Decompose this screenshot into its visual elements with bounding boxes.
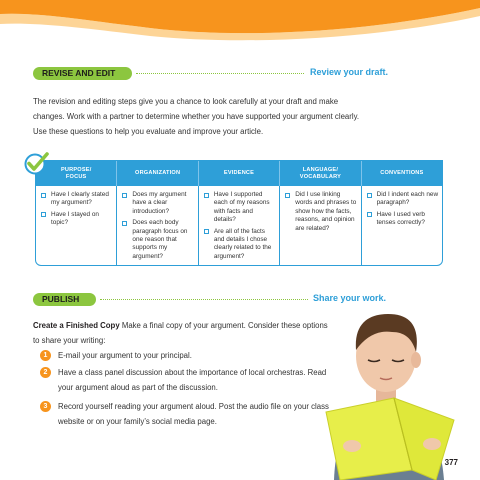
student-reading-photo <box>312 280 460 480</box>
finished-copy-text: Make a final copy of your argument. Consider these options to share your writing: <box>33 321 328 345</box>
publish-divider <box>100 299 308 300</box>
checklist-item-text: Have I clearly stated my argument? <box>51 191 109 207</box>
checkbox[interactable] <box>41 193 46 198</box>
step-number-badge: 3 <box>40 401 51 412</box>
publish-option-text: E-mail your argument to your principal. <box>58 351 192 360</box>
checkbox[interactable] <box>122 221 127 226</box>
checklist-item <box>367 211 439 228</box>
checklist-item <box>41 191 113 208</box>
publish-option <box>41 348 341 363</box>
header-language-vocabulary: LANGUAGE/ VOCABULARY <box>279 161 360 186</box>
checklist-item-text: Have I supported each of my reasons with facts and details? <box>213 191 270 224</box>
column-conventions <box>361 186 442 265</box>
revise-divider <box>136 73 304 74</box>
checkbox[interactable] <box>367 212 372 217</box>
checklist-item <box>204 228 276 262</box>
step-number-badge: 2 <box>40 367 51 378</box>
publish-section-label: PUBLISH <box>33 293 96 306</box>
page-number: 377 <box>444 458 458 467</box>
publish-option <box>41 399 341 429</box>
header-evidence: EVIDENCE <box>198 161 279 186</box>
checklist-item <box>41 211 113 228</box>
checkbox[interactable] <box>285 193 290 198</box>
publish-option <box>41 365 341 395</box>
column-evidence <box>198 186 279 265</box>
checklist-item <box>285 191 357 233</box>
finished-copy-paragraph <box>33 318 333 348</box>
header-purpose-focus: PURPOSE/ FOCUS <box>60 166 92 180</box>
step-number-badge: 1 <box>40 350 51 361</box>
checkbox[interactable] <box>204 229 209 234</box>
publish-option-text: Have a class panel discussion about the importance of local orchestras. Read your argument aloud as part of the discussion. <box>58 368 327 392</box>
checklist-item-text: Does each body paragraph focus on one reason that supports my argument? <box>132 219 188 260</box>
checkbox[interactable] <box>204 193 209 198</box>
finished-copy-lead: Create a Finished Copy <box>33 321 120 330</box>
checklist-item-text: Did I indent each new paragraph? <box>376 191 439 207</box>
header-conventions: CONVENTIONS <box>361 161 442 186</box>
checkbox[interactable] <box>41 212 46 217</box>
checkmark-icon <box>23 151 49 175</box>
checklist-item-text: Did I use linking words and phrases to show how the facts, reasons, and opinion are related? <box>295 191 357 232</box>
revise-tagline: Review your draft. <box>310 67 389 77</box>
revise-intro-paragraph: The revision and editing steps give you a chance to look carefully at your draft and make changes. Work with a partner to determine whether you have supported your argument clearly. Use these questions to help you evaluate and improve your article. <box>33 96 360 136</box>
checklist-body-row <box>36 186 442 265</box>
checklist-item-text: Does my argument have a clear introduction? <box>132 191 187 215</box>
checklist-item <box>122 219 194 261</box>
column-organization <box>116 186 197 265</box>
publish-option-text: Record yourself reading your argument aloud. Post the audio file on your class website or on your family’s social media page. <box>58 402 329 426</box>
checklist-item-text: Are all of the facts and details I chose clearly related to the argument? <box>213 227 272 260</box>
publish-tagline: Share your work. <box>313 293 387 303</box>
header-organization: ORGANIZATION <box>116 161 197 186</box>
checkbox[interactable] <box>367 193 372 198</box>
revise-section-label: REVISE AND EDIT <box>33 67 132 80</box>
checklist-item <box>367 191 439 208</box>
checklist-item-text: Have I used verb tenses correctly? <box>376 210 425 227</box>
revision-checklist <box>35 160 443 266</box>
header-wave-decoration <box>0 0 480 60</box>
checklist-header-row <box>36 161 442 186</box>
checklist-item <box>204 191 276 225</box>
checklist-item <box>122 191 194 216</box>
checklist-item-text: Have I stayed on topic? <box>51 210 99 227</box>
column-purpose-focus <box>36 186 116 265</box>
column-language-vocabulary <box>279 186 360 265</box>
checkbox[interactable] <box>122 193 127 198</box>
